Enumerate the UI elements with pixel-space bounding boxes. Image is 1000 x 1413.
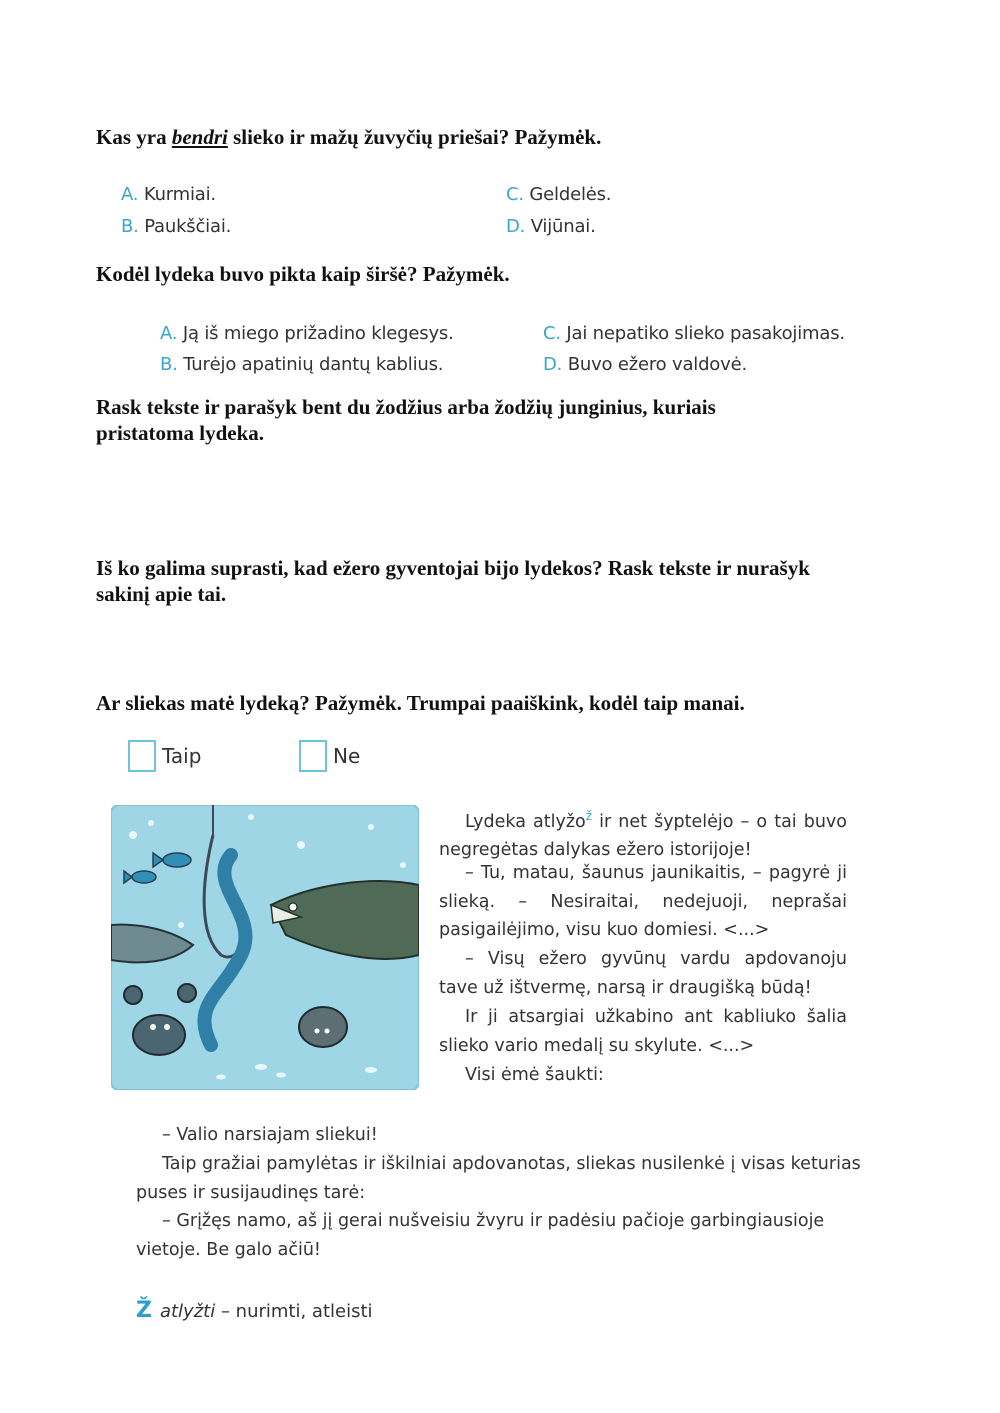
q2-option-d[interactable]: D. Buvo ežero valdovė. [543,354,747,375]
glossary-definition: – nurimti, atleisti [220,1301,373,1322]
q2-option-c[interactable]: C. Jai nepatiko slieko pasakojimas. [543,323,845,344]
story-paragraph-8: – Grįžęs namo, aš jį gerai nušveisiu žvyru ir padėsiu pačioje garbingiausioje vietoje. Be galo ačiū! [136,1211,825,1260]
story-paragraph-1: Lydeka atlyžo$^ž$ ir net šyptelėjo – o tai buvo negregėtas dalykas ežero istorijoje! [439,809,847,861]
story-paragraph-2: – Tu, matau, šaunus jaunikaitis, – pagyrė ji slieką. – Nesiraitai, nedejuoji, neprašai pasigailėjimo, visu kuo domiesi. <...> [439,863,847,940]
underwater-illustration [111,805,419,1090]
question-2: Kodėl lydeka buvo pikta kaip širšė? Pažymėk. [96,262,510,286]
story-paragraph-6: – Valio narsiajam sliekui! [162,1125,378,1145]
q2-option-b[interactable]: B. Turėjo apatinių dantų kablius. [160,354,444,375]
question-3: Rask tekste ir parašyk bent du žodžius arba žodžių junginius, kuriais pristatoma lydeka. [96,395,716,445]
q1-option-b[interactable]: B. Paukščiai. [121,216,232,237]
question-4: Iš ko galima suprasti, kad ežero gyventojai bijo lydekos? Rask tekste ir nurašyk sakinį apie tai. [96,556,810,606]
checkbox-taip[interactable] [128,740,156,772]
clam-icon [299,1007,347,1047]
story-paragraph-4: Ir ji atsargiai užkabino ant kabliuko šalia slieko vario medalį su skylute. <...> [439,1007,847,1056]
question-5: Ar sliekas matė lydeką? Pažymėk. Trumpai paaiškink, kodėl taip manai. [96,691,745,715]
glossary-mark: Ž [136,1298,152,1323]
question-1: Kas yra bendri slieko ir mažų žuvyčių priešai? Pažymėk. [96,125,602,149]
checkbox-ne-label: Ne [333,744,361,768]
story-paragraph-5: Visi ėmė šaukti: [465,1065,604,1085]
q1-option-c[interactable]: C. Geldelės. [506,184,612,205]
story-paragraph-7: Taip gražiai pamylėtas ir iškilniai apdovanotas, sliekas nusilenkė į visas keturias puses ir susijaudinęs tarė: [136,1154,861,1203]
story-paragraph-3: – Visų ežero gyvūnų vardu apdovanoju tave už ištvermę, narsą ir draugišką būdą! [439,949,847,998]
checkbox-ne[interactable] [299,740,327,772]
q1-option-d[interactable]: D. Vijūnai. [506,216,596,237]
q2-option-a[interactable]: A. Ją iš miego prižadino klegesys. [160,323,454,344]
checkbox-taip-label: Taip [162,744,202,768]
q1-option-a[interactable]: A. Kurmiai. [121,184,216,205]
glossary-entry [136,1298,373,1323]
emphasis-word: bendri [171,125,228,149]
glossary-word: atlyžti [159,1301,216,1322]
